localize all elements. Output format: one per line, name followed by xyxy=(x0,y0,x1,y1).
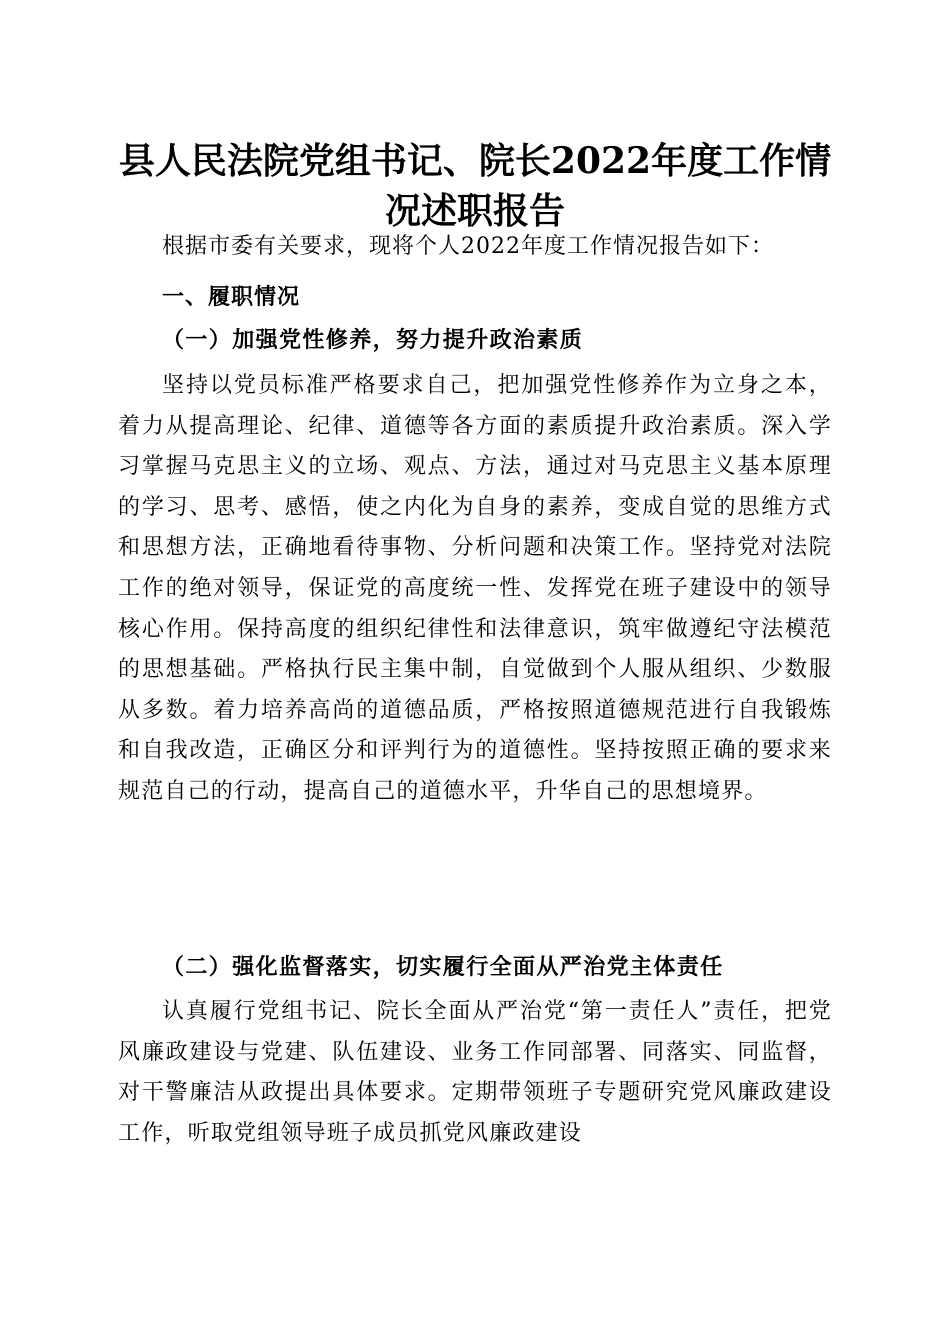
subsection-heading-1: （一）加强党性修养，努力提升政治素质 xyxy=(162,327,584,353)
page-title: 县人民法院党组书记、院长2022年度工作情况述职报告 xyxy=(118,140,832,232)
intro-paragraph: 根据市委有关要求，现将个人2022年度工作情况报告如下： xyxy=(162,234,774,259)
body-paragraph-2: 认真履行党组书记、院长全面从严治党“第一责任人”责任，把党风廉政建设与党建、队伍建设、业务工作同部署、同落实、同监督，对干警廉洁从政提出具体要求。定期带领班子专题研究党风廉政建设工作，听取党组领导班子成员抓党风廉政建设 xyxy=(118,999,832,1146)
body-paragraph-1: 坚持以党员标准严格要求自己，把加强党性修养作为立身之本，着力从提高理论、纪律、道德等各方面的素质提升政治素质。深入学习掌握马克思主义的立场、观点、方法，通过对马克思主义基本原理的学习、思考、感悟，使之内化为自身的素养，变成自觉的思维方式和思想方法，正确地看待事物、分析问题和决策工作。坚持党对法院工作的绝对领导，保证党的高度统一性、发挥党在班子建设中的领导核心作用。保持高度的组织纪律性和法律意识，筑牢做遵纪守法模范的思想基础。严格执行民主集中制，自觉做到个人服从组织、少数服从多数。着力培养高尚的道德品质，严格按照道德规范进行自我锻炼和自我改造，正确区分和评判行为的道德性。坚持按照正确的要求来规范自己的行动，提高自己的道德水平，升华自己的思想境界。 xyxy=(118,373,832,804)
subsection-heading-2: （二）强化监督落实，切实履行全面从严治党主体责任 xyxy=(162,954,724,980)
section-heading-1: 一、履职情况 xyxy=(162,285,301,310)
